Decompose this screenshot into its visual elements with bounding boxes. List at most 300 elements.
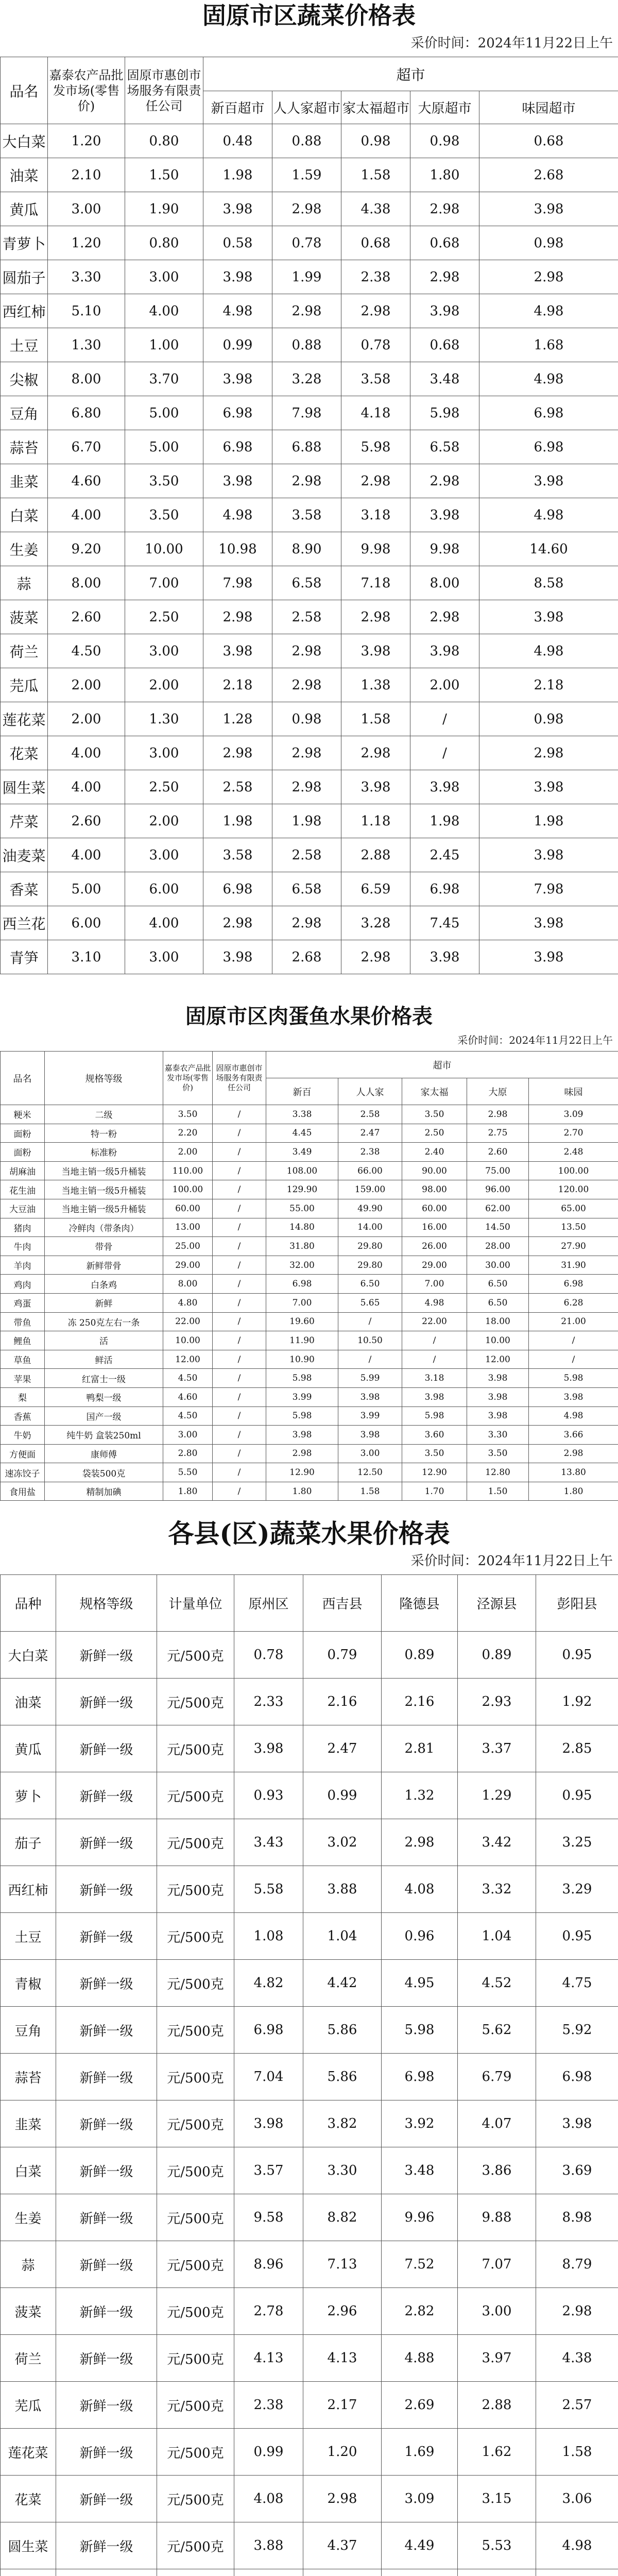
price-cell: 5.86	[303, 2054, 382, 2100]
table-row	[1, 1180, 618, 1199]
price-cell: 4.98	[529, 1406, 618, 1426]
price-cell: 3.98	[410, 940, 479, 974]
price-cell: 1.70	[402, 1482, 467, 1501]
column-header: 规格等级	[56, 1575, 157, 1632]
price-cell: 4.08	[234, 2476, 303, 2522]
price-cell: 2.68	[479, 158, 618, 192]
price-cell: 108.00	[266, 1161, 338, 1180]
price-cell: /	[213, 1161, 266, 1180]
header-supermarket-name: 人人家超市	[272, 91, 341, 124]
price-cell: 5.92	[536, 2007, 618, 2054]
table-row	[1, 634, 618, 668]
city-vegetables-subtitle: 采价时间：2024年11月22日上午	[410, 36, 613, 51]
spec-cell: 新鲜一级	[56, 1913, 157, 1960]
price-cell: 3.00	[338, 1444, 402, 1463]
price-cell: /	[213, 1237, 266, 1256]
price-cell: 6.98	[234, 2007, 303, 2054]
price-cell: 2.50	[402, 1124, 467, 1143]
item-name: 芜瓜	[1, 2382, 56, 2429]
table-row	[1, 600, 618, 634]
table-row	[1, 2429, 618, 2476]
price-cell: 6.00	[125, 872, 203, 906]
price-cell: 3.98	[266, 1426, 338, 1445]
price-cell: 19.60	[266, 1312, 338, 1331]
price-cell: 3.98	[203, 260, 272, 294]
item-name: 萝卜	[1, 1772, 56, 1819]
price-cell: 7.04	[234, 2054, 303, 2100]
price-cell: 2.69	[382, 2382, 458, 2429]
price-cell: 4.98	[479, 294, 618, 328]
price-cell: 0.89	[382, 1632, 458, 1679]
item-name: 芫瓜	[1, 668, 48, 702]
price-cell: 4.98	[479, 498, 618, 532]
price-cell: 1.92	[536, 1679, 618, 1725]
spec-cell: 冷鲜肉（带条肉）	[45, 1218, 163, 1237]
price-cell: 3.00	[125, 838, 203, 872]
price-cell: 2.00	[125, 804, 203, 838]
unit-cell: 元/500克	[157, 2429, 234, 2476]
item-name	[1, 2569, 56, 2576]
price-cell: 1.80	[410, 158, 479, 192]
header-supermarket: 超市	[266, 1052, 618, 1078]
item-name: 圆生菜	[1, 770, 48, 804]
price-cell: 6.98	[479, 396, 618, 430]
spec-cell: 新鲜一级	[56, 2476, 157, 2522]
price-cell: 0.79	[303, 1632, 382, 1679]
price-cell: 3.50	[402, 1444, 467, 1463]
price-cell: 60.00	[163, 1199, 213, 1218]
header-supermarket-name: 人人家	[338, 1078, 402, 1105]
price-cell: 3.66	[529, 1426, 618, 1445]
spec-cell: 国产一级	[45, 1406, 163, 1426]
price-cell: 9.98	[341, 532, 410, 566]
price-cell: 2.98	[536, 2288, 618, 2335]
spec-cell: 红富士一级	[45, 1369, 163, 1388]
price-cell: /	[338, 1350, 402, 1369]
price-cell: 5.62	[458, 2007, 536, 2054]
table-row	[1, 872, 618, 906]
spec-cell: 袋装500克	[45, 1463, 163, 1482]
price-cell: /	[213, 1275, 266, 1294]
price-cell: 8.90	[272, 532, 341, 566]
price-cell: 12.50	[338, 1463, 402, 1482]
spec-cell: 新鲜一级	[56, 2522, 157, 2569]
item-name: 西兰花	[1, 906, 48, 940]
price-cell: 2.48	[529, 1143, 618, 1162]
price-cell: 4.80	[163, 1293, 213, 1312]
price-cell: 4.98	[203, 294, 272, 328]
price-cell: 2.98	[467, 1105, 529, 1124]
price-cell: 0.68	[341, 226, 410, 260]
header-jiatai-market: 嘉泰农产品批发市场(零售价)	[48, 57, 125, 124]
price-cell: 2.18	[479, 668, 618, 702]
table-row	[1, 1913, 618, 1960]
table-row	[1, 2241, 618, 2288]
price-cell: 26.00	[402, 1237, 467, 1256]
unit-cell: 元/500克	[157, 2522, 234, 2569]
spec-cell: 标准粉	[45, 1143, 163, 1162]
price-cell: 30.00	[467, 1256, 529, 1275]
price-cell: 8.00	[48, 566, 125, 600]
price-cell: 2.70	[529, 1124, 618, 1143]
price-cell: /	[529, 1331, 618, 1350]
price-cell: 4.00	[125, 906, 203, 940]
table-row	[1, 124, 618, 158]
item-name: 青萝卜	[1, 226, 48, 260]
price-cell: 0.78	[234, 1632, 303, 1679]
price-cell: 62.00	[467, 1199, 529, 1218]
price-cell: 6.88	[272, 430, 341, 464]
price-cell: 96.00	[467, 1180, 529, 1199]
price-cell: 4.45	[266, 1124, 338, 1143]
price-cell: 1.50	[467, 1482, 529, 1501]
unit-cell: 元/500克	[157, 1866, 234, 1913]
price-cell: 2.82	[382, 2288, 458, 2335]
unit-cell: 元/500克	[157, 1725, 234, 1772]
table-row	[1, 396, 618, 430]
item-name: 荷兰	[1, 2335, 56, 2382]
spec-cell: 新鲜一级	[56, 1866, 157, 1913]
price-cell: 2.78	[234, 2288, 303, 2335]
price-cell: 5.58	[234, 1866, 303, 1913]
price-cell: 2.93	[458, 1679, 536, 1725]
price-cell: 3.99	[338, 1406, 402, 1426]
price-cell: 3.30	[48, 260, 125, 294]
price-cell: 0.98	[272, 702, 341, 736]
price-cell: 3.98	[479, 192, 618, 226]
price-cell: 65.00	[529, 1199, 618, 1218]
price-cell: 28.00	[467, 1237, 529, 1256]
item-name: 速冻饺子	[1, 1463, 45, 1482]
price-cell: 3.48	[410, 362, 479, 396]
table-row	[1, 1482, 618, 1501]
price-cell: 4.37	[303, 2522, 382, 2569]
price-cell: 1.58	[341, 702, 410, 736]
price-cell: 1.62	[458, 2429, 536, 2476]
column-header: 泾源县	[458, 1575, 536, 1632]
price-cell: 14.80	[266, 1218, 338, 1237]
table-row	[1, 1218, 618, 1237]
table-row	[1, 158, 618, 192]
price-cell: 4.98	[536, 2522, 618, 2569]
price-cell: /	[213, 1124, 266, 1143]
price-cell: 5.65	[338, 1293, 402, 1312]
unit-cell: 元/500克	[157, 2241, 234, 2288]
item-name: 圆生菜	[1, 2522, 56, 2569]
table-row	[1, 566, 618, 600]
item-name: 食用盐	[1, 1482, 45, 1501]
city-vegetables-title: 固原市区蔬菜价格表	[202, 2, 416, 29]
price-cell: 3.98	[203, 464, 272, 498]
price-cell: 0.96	[382, 1913, 458, 1960]
spec-cell: 新鲜一级	[56, 1725, 157, 1772]
price-cell: 5.10	[48, 294, 125, 328]
spec-cell: 新鲜一级	[56, 2100, 157, 2147]
table-row	[1, 1275, 618, 1294]
item-name: 黄瓜	[1, 1725, 56, 1772]
price-cell: 2.75	[467, 1124, 529, 1143]
price-cell: 2.47	[303, 1725, 382, 1772]
price-cell: 3.18	[341, 498, 410, 532]
price-cell: 159.00	[338, 1180, 402, 1199]
price-cell: 1.08	[234, 1913, 303, 1960]
price-cell: /	[213, 1256, 266, 1275]
price-cell: /	[213, 1444, 266, 1463]
spec-cell: 特一粉	[45, 1124, 163, 1143]
price-cell: 3.49	[266, 1143, 338, 1162]
price-cell: /	[529, 1350, 618, 1369]
price-cell: 2.98	[272, 736, 341, 770]
header-supermarket-name: 家太福超市	[341, 91, 410, 124]
price-cell: 1.18	[341, 804, 410, 838]
price-cell: 2.98	[272, 906, 341, 940]
price-cell: 0.99	[303, 1772, 382, 1819]
price-cell: 0.99	[203, 328, 272, 362]
price-cell: 4.88	[382, 2335, 458, 2382]
item-name: 牛奶	[1, 1426, 45, 1445]
table-row	[1, 2522, 618, 2569]
price-cell: 6.50	[467, 1275, 529, 1294]
price-cell: 2.58	[272, 838, 341, 872]
price-cell: 3.98	[479, 770, 618, 804]
spec-cell: 二级	[45, 1105, 163, 1124]
city-meat-fruit-table	[0, 1051, 618, 1501]
spec-cell: 康师傅	[45, 1444, 163, 1463]
price-cell: 2.00	[410, 668, 479, 702]
unit-cell: 元/500克	[157, 1632, 234, 1679]
price-cell: 1.80	[529, 1482, 618, 1501]
price-cell: 2.58	[272, 600, 341, 634]
price-cell: 3.60	[402, 1426, 467, 1445]
spec-cell: 新鲜一级	[56, 1960, 157, 2007]
price-cell: 14.00	[338, 1218, 402, 1237]
price-cell: 6.98	[536, 2054, 618, 2100]
price-cell: 25.00	[163, 1237, 213, 1256]
price-cell: 1.98	[272, 804, 341, 838]
item-name: 莲花菜	[1, 702, 48, 736]
price-cell: /	[213, 1105, 266, 1124]
spec-cell: 白条鸡	[45, 1275, 163, 1294]
price-cell: 2.98	[410, 464, 479, 498]
spec-cell: 新鲜一级	[56, 2382, 157, 2429]
item-name: 西红柿	[1, 1866, 56, 1913]
price-cell: 2.00	[48, 702, 125, 736]
price-cell: 0.98	[479, 226, 618, 260]
price-cell: 1.38	[341, 668, 410, 702]
price-cell: 12.90	[266, 1463, 338, 1482]
price-cell: 0.80	[125, 124, 203, 158]
price-cell: 32.00	[266, 1256, 338, 1275]
price-cell: 0.78	[341, 328, 410, 362]
spec-cell: 新鲜一级	[56, 1819, 157, 1866]
price-cell: 1.80	[266, 1482, 338, 1501]
price-cell	[303, 2569, 382, 2576]
price-cell: 3.98	[234, 1725, 303, 1772]
item-name: 菠菜	[1, 2288, 56, 2335]
price-cell: 3.50	[125, 498, 203, 532]
table-row	[1, 226, 618, 260]
price-cell: 4.38	[341, 192, 410, 226]
price-cell: 3.09	[382, 2476, 458, 2522]
price-cell: 3.15	[458, 2476, 536, 2522]
price-cell: 98.00	[402, 1180, 467, 1199]
price-cell: 3.98	[467, 1406, 529, 1426]
price-cell: 6.28	[529, 1293, 618, 1312]
price-cell: 9.98	[410, 532, 479, 566]
price-cell: 3.00	[125, 940, 203, 974]
price-cell: 0.95	[536, 1772, 618, 1819]
unit-cell: 元/500克	[157, 1772, 234, 1819]
price-cell: 13.50	[529, 1218, 618, 1237]
price-cell: 1.32	[382, 1772, 458, 1819]
price-cell: 7.18	[341, 566, 410, 600]
header-supermarket-name: 味园	[529, 1078, 618, 1105]
item-name: 青椒	[1, 1960, 56, 2007]
item-name: 大豆油	[1, 1199, 45, 1218]
unit-cell: 元/500克	[157, 2288, 234, 2335]
price-cell: 4.52	[458, 1960, 536, 2007]
price-cell: 5.99	[338, 1369, 402, 1388]
item-name: 胡麻油	[1, 1161, 45, 1180]
table-row	[1, 498, 618, 532]
price-cell: 2.98	[479, 260, 618, 294]
price-cell: 9.96	[382, 2194, 458, 2241]
price-cell: 2.98	[272, 464, 341, 498]
price-cell: 14.60	[479, 532, 618, 566]
price-cell: 1.58	[338, 1482, 402, 1501]
price-cell: 6.58	[272, 566, 341, 600]
price-cell: 10.50	[338, 1331, 402, 1350]
price-cell: 4.00	[125, 294, 203, 328]
price-cell: 21.00	[529, 1312, 618, 1331]
price-cell: 8.00	[410, 566, 479, 600]
price-cell: 4.00	[48, 498, 125, 532]
price-cell: 5.98	[341, 430, 410, 464]
price-cell: 5.98	[410, 396, 479, 430]
unit-cell: 元/500克	[157, 2147, 234, 2194]
price-cell: 2.81	[382, 1725, 458, 1772]
price-cell: 2.47	[338, 1124, 402, 1143]
price-cell: 3.29	[536, 1866, 618, 1913]
spec-cell: 新鲜一级	[56, 2007, 157, 2054]
item-name: 尖椒	[1, 362, 48, 396]
price-cell: 2.58	[338, 1105, 402, 1124]
price-cell: 2.98	[382, 1819, 458, 1866]
price-cell: 3.98	[479, 940, 618, 974]
item-name: 土豆	[1, 1913, 56, 1960]
price-cell: 6.98	[203, 430, 272, 464]
price-cell: 5.53	[458, 2522, 536, 2569]
table-row	[1, 1960, 618, 2007]
price-cell: 16.00	[402, 1218, 467, 1237]
table-row	[1, 668, 618, 702]
price-cell: 3.48	[382, 2147, 458, 2194]
price-cell: 2.60	[48, 804, 125, 838]
price-cell: 4.95	[382, 1960, 458, 2007]
price-cell: 4.18	[341, 396, 410, 430]
spec-cell: 冻 250克左右一条	[45, 1312, 163, 1331]
price-cell: 2.98	[272, 634, 341, 668]
table-row	[1, 1350, 618, 1369]
item-name: 羊肉	[1, 1256, 45, 1275]
price-cell: 1.98	[410, 804, 479, 838]
price-cell: 2.33	[234, 1679, 303, 1725]
spec-cell: 新鲜一级	[56, 1679, 157, 1725]
table-row	[1, 2194, 618, 2241]
city-vegetables-table	[0, 57, 618, 974]
item-name: 油菜	[1, 158, 48, 192]
city-meat-fruit-title: 固原市区肉蛋鱼水果价格表	[185, 1004, 433, 1028]
price-cell: 4.60	[163, 1387, 213, 1406]
price-cell: 9.88	[458, 2194, 536, 2241]
spec-cell: 新鲜一级	[56, 1772, 157, 1819]
price-cell: 0.58	[203, 226, 272, 260]
item-name: 蒜苔	[1, 2054, 56, 2100]
price-cell: 31.80	[266, 1237, 338, 1256]
price-cell: 31.90	[529, 1256, 618, 1275]
price-cell: 4.75	[536, 1960, 618, 2007]
spec-cell: 纯牛奶 盒装250ml	[45, 1426, 163, 1445]
price-cell: 8.58	[479, 566, 618, 600]
price-cell: 7.98	[272, 396, 341, 430]
price-cell: 4.50	[163, 1406, 213, 1426]
price-cell: 3.58	[341, 362, 410, 396]
price-cell: 8.82	[303, 2194, 382, 2241]
price-cell: 7.45	[410, 906, 479, 940]
price-cell: /	[402, 1331, 467, 1350]
price-cell: /	[213, 1199, 266, 1218]
item-name: 菠菜	[1, 600, 48, 634]
item-name: 花菜	[1, 736, 48, 770]
price-cell: 5.98	[266, 1369, 338, 1388]
item-name: 鸡蛋	[1, 1293, 45, 1312]
table-row	[1, 1124, 618, 1143]
price-cell: 0.80	[125, 226, 203, 260]
price-cell: 0.98	[410, 124, 479, 158]
spec-cell: 新鲜一级	[56, 1632, 157, 1679]
item-name: 土豆	[1, 328, 48, 362]
price-cell: 2.85	[536, 1725, 618, 1772]
table-row	[1, 2382, 618, 2429]
spec-cell: 新鲜一级	[56, 2147, 157, 2194]
table-row	[1, 906, 618, 940]
unit-cell: 元/500克	[157, 2382, 234, 2429]
price-cell: 4.82	[234, 1960, 303, 2007]
table-row	[1, 1237, 618, 1256]
price-cell: 7.98	[203, 566, 272, 600]
price-cell: 2.98	[203, 736, 272, 770]
price-cell: 4.98	[479, 634, 618, 668]
price-cell: 1.30	[48, 328, 125, 362]
price-cell: 49.90	[338, 1199, 402, 1218]
price-cell: 3.98	[203, 940, 272, 974]
table-row	[1, 2147, 618, 2194]
price-cell: 12.80	[467, 1463, 529, 1482]
price-cell: 3.98	[234, 2100, 303, 2147]
price-cell: 3.92	[382, 2100, 458, 2147]
price-cell: 12.00	[163, 1350, 213, 1369]
spec-cell: 新鲜一级	[56, 2335, 157, 2382]
item-name: 芹菜	[1, 804, 48, 838]
price-cell: 0.99	[234, 2429, 303, 2476]
price-cell: 3.98	[338, 1426, 402, 1445]
column-header: 计量单位	[157, 1575, 234, 1632]
price-cell: 3.98	[203, 362, 272, 396]
price-cell: 2.88	[458, 2382, 536, 2429]
price-cell: 1.04	[303, 1913, 382, 1960]
price-cell: 1.04	[458, 1913, 536, 1960]
price-cell: 3.09	[529, 1105, 618, 1124]
